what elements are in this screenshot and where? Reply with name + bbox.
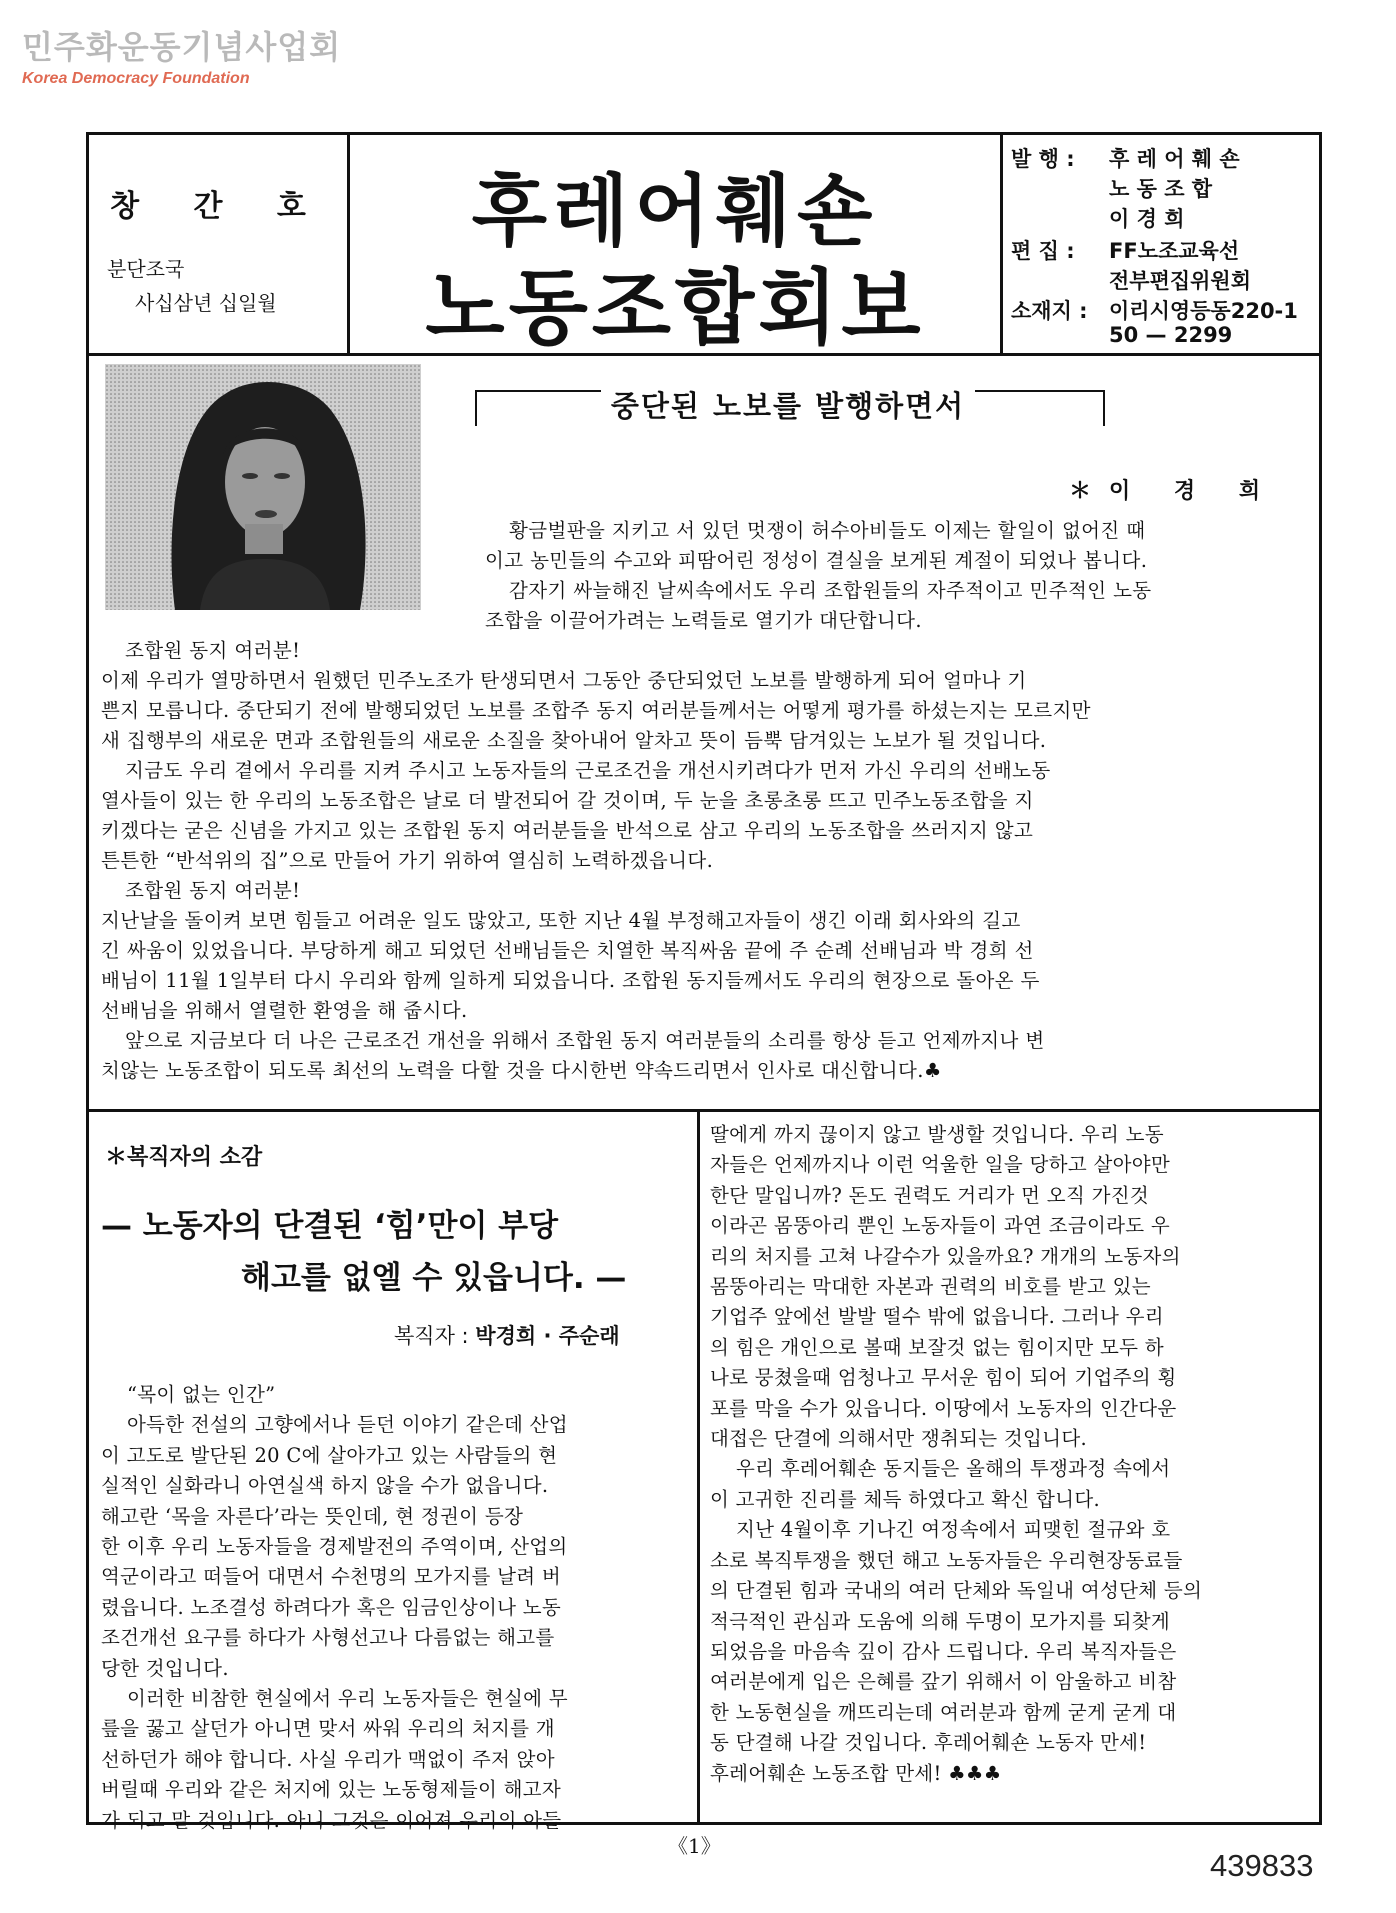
section-label: ＊복직자의 소감 <box>105 1145 263 1170</box>
newsletter-frame <box>86 132 1322 1832</box>
right-column-body <box>710 1120 1202 1789</box>
body-line: 몸뚱아리는 막대한 자본과 권력의 비호를 받고 있는 <box>710 1275 1151 1299</box>
issue-label: 창 간 호 <box>110 189 328 224</box>
left-column-body <box>101 1380 568 1836</box>
body-line: 우리 후레어훼숀 동지들은 올해의 투쟁과정 속에서 <box>736 1457 1171 1481</box>
lead-line: 쁜지 모릅니다. 중단되기 전에 발행되었던 노보를 조합주 동지 여러분들께서는 어떻게 평가를 하셨는지는 모르지만 <box>101 699 1091 722</box>
issue-box <box>89 135 350 353</box>
lead-line: 지금도 우리 곁에서 우리를 지켜 주시고 노동자들의 근로조건을 개선시키려다가 먼저 가신 우리의 선배노동 <box>125 759 1051 782</box>
document-id: 439833 <box>1210 1848 1314 1883</box>
masthead <box>89 135 1319 356</box>
body-line: 포를 막을 수가 있읍니다. 이땅에서 노동자의 인간다운 <box>710 1396 1177 1420</box>
publisher-row-2: 노 동 조 합 <box>1109 177 1213 201</box>
body-line: 조건개선 요구를 하다가 사형선고나 다름없는 해고를 <box>101 1626 555 1650</box>
headline-line-2: 해고를 없엘 수 있읍니다. — <box>241 1260 627 1296</box>
body-line: 자들은 언제까지나 이런 억울한 일을 당하고 살아야만 <box>710 1153 1171 1177</box>
body-line: 선하던가 해야 합니다. 사실 우리가 맥없이 주저 앉아 <box>101 1747 555 1771</box>
body-line: 버릴때 우리와 같은 처지에 있는 노동형제들이 해고자 <box>101 1778 562 1802</box>
lead-article <box>89 356 1319 1112</box>
page-number: 《1》 <box>668 1834 721 1858</box>
body-line: 의 힘은 개인으로 볼때 보잘것 없는 힘이지만 모두 하 <box>710 1335 1164 1359</box>
publisher-box <box>1003 135 1319 353</box>
lead-line: 이고 농민들의 수고와 피땀어린 정성이 결실을 보게된 계절이 되었나 봅니다. <box>485 549 1148 572</box>
phone-row: 50 — 2299 <box>1109 323 1233 347</box>
body-line: 가 되고 말 것입니다. 아니 그것은 이어져 우리의 아들 <box>101 1808 562 1832</box>
body-line: 의 단결된 힘과 국내의 여러 단체와 독일내 여성단체 등의 <box>710 1579 1203 1603</box>
title-line-1: 후레어훼숀 <box>471 167 879 257</box>
lead-line: 황금벌판을 지키고 서 있던 멋쟁이 허수아비들도 이제는 할일이 없어진 때 <box>509 519 1146 542</box>
author-photo <box>105 364 421 610</box>
editor-row-2: 전부편집위원회 <box>1109 269 1252 293</box>
watermark-korean: 민주화운동기념사업회 <box>22 28 342 66</box>
lead-author: ＊이 경 희 <box>1069 479 1279 504</box>
body-line: 한 노동현실을 깨뜨리는데 여러분과 함께 굳게 굳게 대 <box>710 1700 1177 1724</box>
lead-line: 조합을 이끌어가려는 노력들로 열기가 대단합니다. <box>485 609 922 632</box>
body-line: 기업주 앞에선 발발 떨수 밖에 없읍니다. 그러나 우리 <box>710 1305 1164 1329</box>
body-line: 여러분에게 입은 은혜를 갚기 위해서 이 암울하고 비참 <box>710 1670 1177 1694</box>
publisher-row-3: 이 경 희 <box>1109 207 1185 231</box>
second-article-left-column <box>89 1112 700 1832</box>
body-line: 소로 복직투쟁을 했던 해고 노동자들은 우리현장동료들 <box>710 1548 1183 1572</box>
address-row: 소재지 : 이리시영등동220-1 <box>1011 299 1298 323</box>
body-line: 이 고귀한 진리를 체득 하였다고 확신 합니다. <box>710 1487 1100 1511</box>
body-line: 렸읍니다. 노조결성 하려다가 혹은 임금인상이나 노동 <box>101 1595 562 1619</box>
body-line: 지난 4월이후 기나긴 여정속에서 피맺힌 절규와 호 <box>736 1518 1171 1542</box>
lead-line: 감자기 싸늘해진 날씨속에서도 우리 조합원들의 자주적이고 민주적인 노동 <box>509 579 1152 602</box>
lead-line: 조합원 동지 여러분! <box>125 639 301 662</box>
body-line: “목이 없는 인간” <box>127 1383 276 1406</box>
body-line: 되었음을 마음속 깊이 감사 드립니다. 우리 복직자들은 <box>710 1639 1177 1663</box>
lead-line: 조합원 동지 여러분! <box>125 879 301 902</box>
publisher-row: 발 행 : 후 레 어 훼 숀 <box>1011 147 1240 171</box>
lead-line: 이제 우리가 열망하면서 원했던 민주노조가 탄생되면서 그동안 중단되었던 노보를 발행하게 되어 얼마나 기 <box>101 669 1027 692</box>
title-box <box>350 135 1003 356</box>
body-line: 이 고도로 발단된 20 C에 살아가고 있는 사람들의 현 <box>101 1443 558 1467</box>
body-line: 릎을 꿇고 살던가 아니면 맞서 싸워 우리의 처지를 개 <box>101 1717 555 1741</box>
date-line-1: 분단조국 <box>107 257 185 281</box>
body-line: 후레어훼숀 노동조합 만세! ♣♣♣ <box>710 1761 1002 1785</box>
lead-line: 앞으로 지금보다 더 나은 근로조건 개선을 위해서 조합원 동지 여러분들의 소리를 항상 듣고 언제까지나 변 <box>125 1029 1045 1052</box>
lead-line: 선배님을 위해서 열렬한 환영을 해 줍시다. <box>101 999 468 1022</box>
body-line: 실적인 실화라니 아연실색 하지 않을 수가 없읍니다. <box>101 1474 549 1498</box>
watermark <box>22 22 341 88</box>
lead-line: 배님이 11월 1일부터 다시 우리와 함께 일하게 되었읍니다. 조합원 동지들께서도 우리의 현장으로 돌아온 두 <box>101 969 1040 992</box>
lead-line: 새 집행부의 새로운 면과 조합원들의 새로운 소질을 찾아내어 알차고 뜻이 듬뿍 담겨있는 노보가 될 것입니다. <box>101 729 1047 752</box>
byline: 복직자 : 박경희 · 주순래 <box>394 1324 620 1348</box>
lead-line: 긴 싸움이 있었읍니다. 부당하게 해고 되었던 선배님들은 치열한 복직싸움 끝에 주 순례 선배님과 박 경희 선 <box>101 939 1034 962</box>
body-line: 동 단결해 나갈 것입니다. 후레어훼숀 노동자 만세! <box>710 1731 1147 1755</box>
watermark-english: Korea Democracy Foundation <box>22 70 250 87</box>
lead-line: 튼튼한 “반석위의 집”으로 만들어 가기 위하여 열심히 노력하겠읍니다. <box>101 849 714 872</box>
lead-line: 열사들이 있는 한 우리의 노동조합은 날로 더 발전되어 갈 것이며, 두 눈을 초롱초롱 뜨고 민주노동조합을 지 <box>101 789 1034 812</box>
body-line: 이라곤 몸뚱아리 뿐인 노동자들이 과연 조금이라도 우 <box>710 1214 1171 1238</box>
body-line: 해고란 ‘목을 자른다’라는 뜻인데, 현 정권이 등장 <box>101 1504 524 1528</box>
lead-title: 중단된 노보를 발행하면서 <box>481 384 1095 425</box>
body-line: 딸에게 까지 끊이지 않고 발생할 것입니다. 우리 노동 <box>710 1123 1164 1146</box>
lead-line: 치않는 노동조합이 되도록 최선의 노력을 다할 것을 다시한번 약속드리면서 인사로 대신합니다.♣ <box>101 1059 942 1082</box>
body-line: 아득한 전설의 고향에서나 듣던 이야기 같은데 산업 <box>127 1413 568 1437</box>
editor-row: 편 집 : FF노조교육선 <box>1011 239 1240 263</box>
lead-line: 키겠다는 굳은 신념을 가지고 있는 조합원 동지 여러분들을 반석으로 삼고 우리의 노동조합을 쓰러지지 않고 <box>101 819 1034 842</box>
body-line: 대접은 단결에 의해서만 쟁취되는 것입니다. <box>710 1427 1087 1451</box>
body-line: 리의 처지를 고쳐 나갈수가 있을까요? 개개의 노동자의 <box>710 1244 1181 1268</box>
title-line-2: 노동조합회보 <box>425 261 925 356</box>
lead-line: 지난날을 돌이켜 보면 힘들고 어려운 일도 많았고, 또한 지난 4월 부정해고자들이 생긴 이래 회사와의 길고 <box>101 909 1021 932</box>
body-line: 당한 것입니다. <box>101 1656 229 1680</box>
body-line: 역군이라고 떠들어 대면서 수천명의 모가지를 날려 버 <box>101 1565 562 1589</box>
headline-line-1: — 노동자의 단결된 ‘힘’만이 부당 <box>101 1208 559 1244</box>
second-article-right-column <box>700 1112 1319 1823</box>
date-line-2: 사십삼년 십일월 <box>135 291 277 315</box>
body-line: 이러한 비참한 현실에서 우리 노동자들은 현실에 무 <box>127 1687 568 1711</box>
body-line: 적극적인 관심과 도움에 의해 두명이 모가지를 되찾게 <box>710 1609 1171 1633</box>
body-line: 한 이후 우리 노동자들을 경제발전의 주역이며, 산업의 <box>101 1535 568 1559</box>
body-line: 한단 말입니까? 돈도 권력도 거리가 먼 오직 가진것 <box>710 1183 1149 1207</box>
body-line: 나로 뭉쳤을때 엄청나고 무서운 힘이 되어 기업주의 횡 <box>710 1366 1177 1390</box>
